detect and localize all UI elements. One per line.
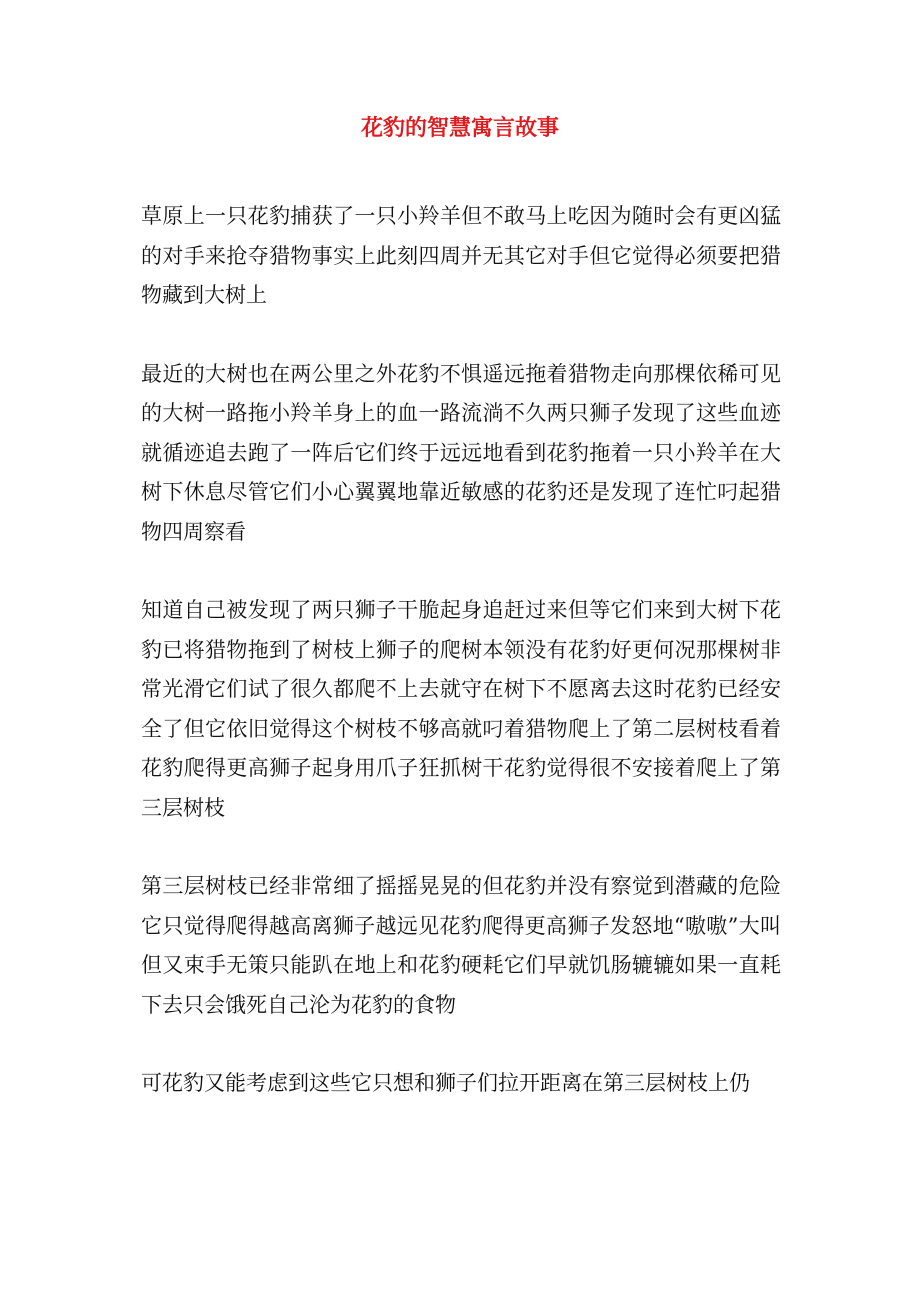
paragraph-3: 知道自己被发现了两只狮子干脆起身追赶过来但等它们来到大树下花豹已将猎物拖到了树枝上狮子的爬树本领没有花豹好更何况那棵树非常光滑它们试了很久都爬不上去就守在树下不愿离去这时花豹已经安全了但它依旧觉得这个树枝不够高就叼着猎物爬上了第二层树枝看着花豹爬得更高狮子起身用爪子狂抓树干花豹觉得很不安接着爬上了第三层树枝 bbox=[141, 598, 781, 820]
paragraph-1: 草原上一只花豹捕获了一只小羚羊但不敢马上吃因为随时会有更凶猛的对手来抢夺猎物事实上此刻四周并无其它对手但它觉得必须要把猎物藏到大树上 bbox=[141, 204, 781, 307]
paragraph-5: 可花豹又能考虑到这些它只想和狮子们拉开距离在第三层树枝上仍 bbox=[141, 1071, 750, 1095]
story-body bbox=[141, 197, 781, 1143]
paragraph-4: 第三层树枝已经非常细了摇摇晃晃的但花豹并没有察觉到潜藏的危险它只觉得爬得越高离狮子越远见花豹爬得更高狮子发怒地“嗷嗷”大叫但又束手无策只能趴在地上和花豹硬耗它们早就饥肠辘辘如果一直耗下去只会饿死自己沦为花豹的食物 bbox=[141, 874, 781, 1017]
page-title: 花豹的智慧寓言故事 bbox=[360, 115, 559, 141]
paragraph-2: 最近的大树也在两公里之外花豹不惧遥远拖着猎物走向那棵依稀可见的大树一路拖小羚羊身上的血一路流淌不久两只狮子发现了这些血迹就循迹追去跑了一阵后它们终于远远地看到花豹拖着一只小羚羊在大树下休息尽管它们小心翼翼地靠近敏感的花豹还是发现了连忙叼起猎物四周察看 bbox=[141, 361, 781, 544]
